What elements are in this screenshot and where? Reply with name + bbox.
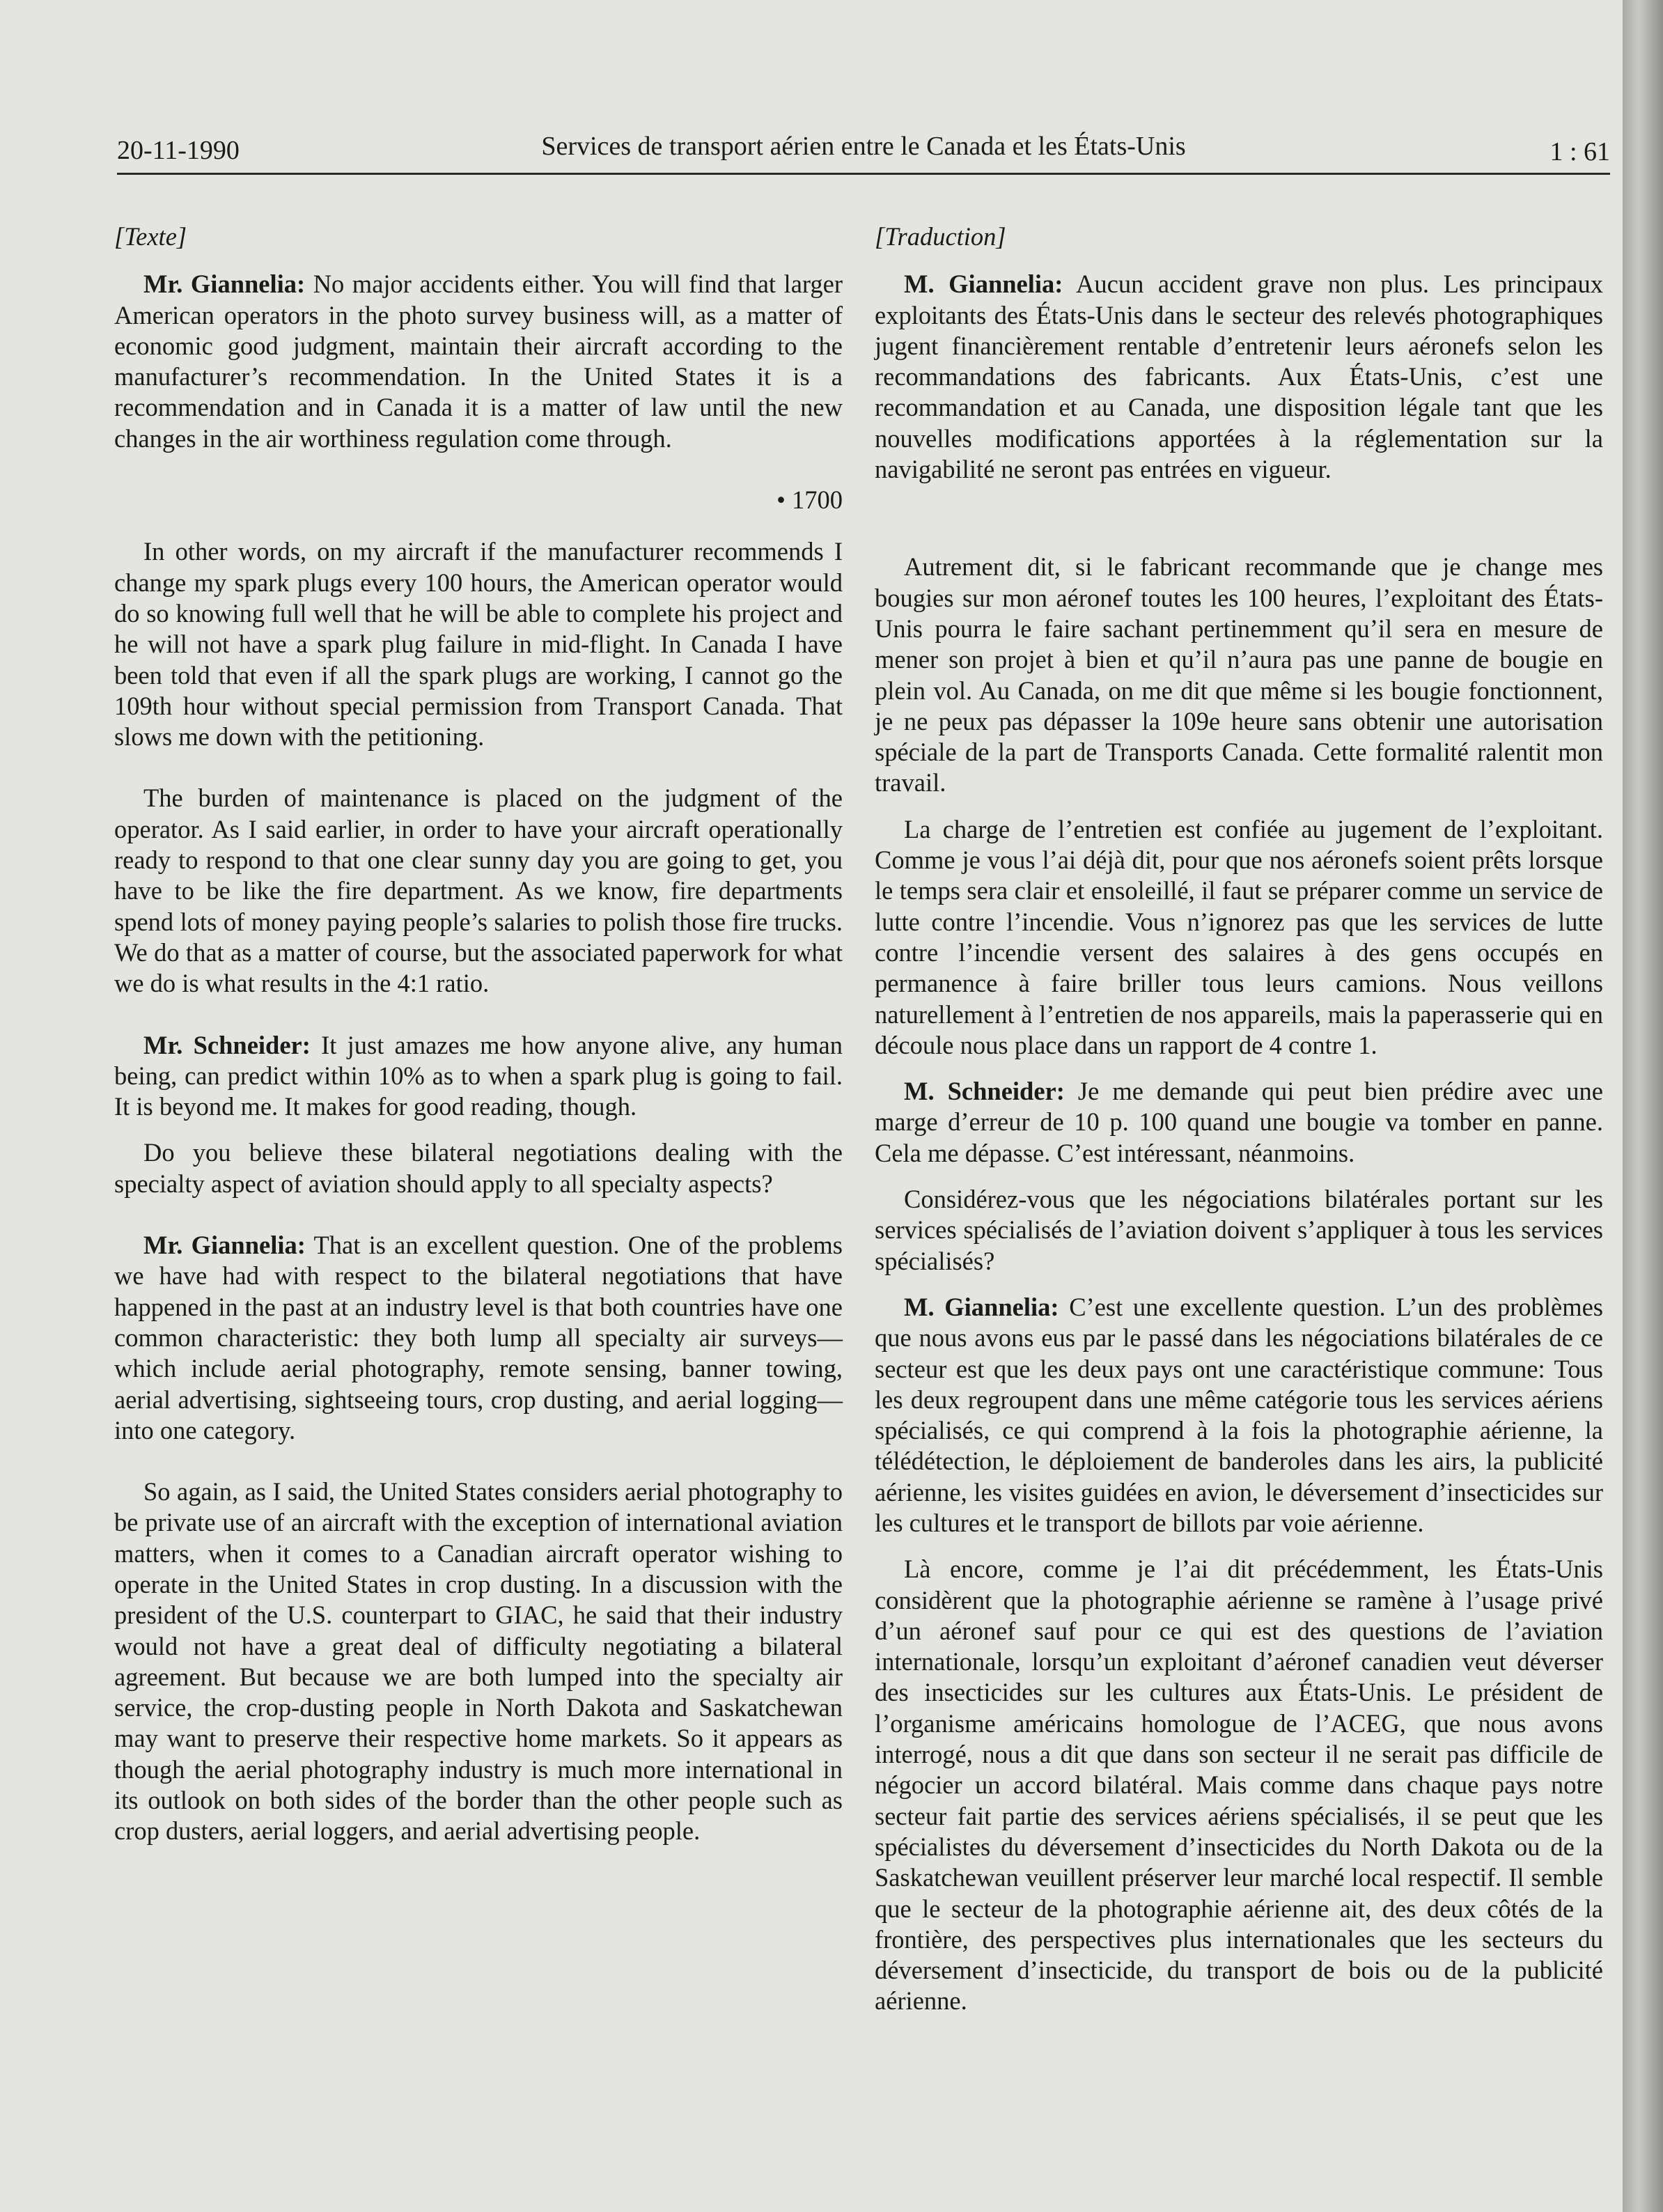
speaker-name: Mr. Schneider: — [143, 1030, 311, 1059]
paragraph: M. Schneider: Je me demande qui peut bien prédire avec une marge d’erreur de 10 p. 100 quand une bougie va tomber en panne. Cela me dépasse. C’est intéressant, néanmoins. — [875, 1077, 1603, 1167]
page-edge — [1623, 0, 1663, 2212]
paragraph: Considérez-vous que les négociations bilatérales portant sur les services spécialisés de l’aviation doivent s’appliquer à tous les services spécialisés? — [875, 1185, 1603, 1275]
paragraph: Là encore, comme je l’ai dit précédemment, les États-Unis considèrent que la photographie aérienne se ramène à l’usage privé d’un aéronef sauf pour ce qui est des questions de l’aviation internationale, lorsqu’un exploitant d’aéronef canadien veut déverser des insecticides sur les cultures aux États-Unis. Le président de l’organisme américains homologue de l’ACEG, que nous avons interrogé, nous a dit que dans son secteur il ne serait pas difficile de négocier un accord bilatéral. Mais comme dans chaque pays notre secteur fait partie des services aériens spécialisés, il se peut que les spécialistes du déversement d’insecticides du North Dakota ou de la Saskatchewan veuillent préserver leur marché local respectif. Il semble que le secteur de la photographie aérienne ait, des deux côtés de la frontière, des perspectives plus internationales que les secteurs du déversement d’insecticide, du transport de bois ou de la publicité aérienne. — [875, 1555, 1603, 2016]
speaker-name: M. Giannelia: — [904, 270, 1063, 299]
paragraph: Autrement dit, si le fabricant recommande que je change mes bougies sur mon aéronef toutes les 100 heures, l’exploitant des États-Unis pourra le faire sachant pertinemment qu’il sera en mesure de mener son projet à bien et qu’il n’aura pas une panne de bougie en plein vol. Au Canada, on me dit que même si les bougie fonctionnent, je ne peux pas dépasser la 109e heure sans obtenir une autorisation spéciale de la part de Transports Canada. Cette formalité ralentit mon travail. — [875, 552, 1603, 797]
paragraph: The burden of maintenance is placed on the judgment of the operator. As I said earlier, in order to have your aircraft operationally ready to respond to that one clear sunny day you are going to get, you have to be like the fire department. As we know, fire departments spend lots of money paying people’s salaries to polish those fire trucks. We do that as a matter of course, but the associated paperwork for what we do is what results in the 4:1 ratio. — [114, 784, 843, 998]
english-column — [114, 221, 843, 1862]
paragraph: Mr. Giannelia: No major accidents either. You will find that larger American operators in the photo survey business will, as a matter of economic good judgment, maintain their aircraft according to the manufacturer’s recommendation. In the United States it is a recommendation and in Canada it is a matter of law until the new changes in the air worthiness regulation come through. — [114, 270, 843, 453]
paragraph: Mr. Schneider: It just amazes me how anyone alive, any human being, can predict within 10% as to when a spark plug is going to fail. It is beyond me. It makes for good reading, though. — [114, 1030, 843, 1121]
header-date: 20-11-1990 — [117, 136, 240, 165]
time-marker: • 1700 — [776, 485, 843, 515]
paragraph: La charge de l’entretien est confiée au jugement de l’exploitant. Comme je vous l’ai déjà dit, pour que nos aéronefs soient prêts lorsque le temps sera clair et ensoleillé, il faut se préparer comme un service de lutte contre l’incendie. Vous n’ignorez pas que les services de lutte contre l’incendie versent des salaires à des gens occupés en permanence à faire briller tous leurs camions. Nous veillons naturellement à l’entretien de nos appareils, mais la paperasserie qui en découle nous place dans un rapport de 4 contre 1. — [875, 814, 1603, 1059]
paragraph: So again, as I said, the United States considers aerial photography to be private use of an aircraft with the exception of international aviation matters, when it comes to a Canadian aircraft operator wishing to operate in the United States in crop dusting. In a discussion with the president of the U.S. counterpart to GIAC, he said that their industry would not have a great deal of difficulty negotiating a bilateral agreement. But because we are both lumped into the specialty air service, the crop-dusting people in North Dakota and Saskatchewan may want to preserve their respective home markets. So it appears as though the aerial photography industry is much more international in its outlook on both sides of the border than the other people such as crop dusters, aerial loggers, and aerial advertising people. — [114, 1477, 843, 1846]
paragraph: M. Giannelia: Aucun accident grave non plus. Les principaux exploitants des États-Unis dans le secteur des relevés photographiques jugent financièrement rentable d’entretenir leurs aéronefs selon les recommandations des fabricants. Aux États-Unis, c’est une recommandation et au Canada, une disposition légale tant que les nouvelles modifications apportées à la réglementation sur la navigabilité ne seront pas entrées en vigueur. — [875, 270, 1603, 484]
speaker-name: Mr. Giannelia: — [143, 270, 306, 299]
speaker-name: Mr. Giannelia: — [143, 1231, 306, 1260]
speaker-name: M. Giannelia: — [904, 1292, 1059, 1321]
paragraph: In other words, on my aircraft if the manufacturer recommends I change my spark plugs every 100 hours, the American operator would do so knowing full well that he will be able to complete his project and he will not have a spark plug failure in mid-flight. In Canada I have been told that even if all the spark plugs are working, I cannot go the 109th hour without special permission from Transport Canada. That slows me down with the petitioning. — [114, 537, 843, 751]
paragraph: Do you believe these bilateral negotiations dealing with the specialty aspect of aviation should apply to all specialty aspects? — [114, 1138, 843, 1198]
paragraph: M. Giannelia: C’est une excellente question. L’un des problèmes que nous avons eus par le passé dans les négociations bilatérales de ce secteur est que les deux pays ont une caractéristique commune: Tous les deux regroupent dans une même catégorie tous les services aériens spécialisés, ce qui comprend à la fois la photographie aérienne, la télédétection, le déploiement de banderoles dans les airs, la publicité aérienne, les visites guidées en avion, le déversement d’insecticides sur les cultures et le transport de billots par voie aérienne. — [875, 1292, 1603, 1537]
page-header — [117, 132, 1610, 175]
column-label: [Traduction] — [875, 222, 1006, 251]
header-title: Services de transport aérien entre le Canada et les États-Unis — [541, 132, 1186, 161]
page-number: 1 : 61 — [1549, 137, 1610, 166]
column-label: [Texte] — [114, 222, 187, 251]
french-column — [875, 221, 1603, 2032]
speaker-name: M. Schneider: — [904, 1077, 1065, 1106]
paragraph: Mr. Giannelia: That is an excellent question. One of the problems we have had with respect to the bilateral negotiations that have happened in the past at an industry level is that both countries have one common characteristic: they both lump all specialty air surveys—which include aerial photography, remote sensing, banner towing, aerial advertising, sightseeing tours, crop dusting, and aerial logging—into one category. — [114, 1231, 843, 1444]
